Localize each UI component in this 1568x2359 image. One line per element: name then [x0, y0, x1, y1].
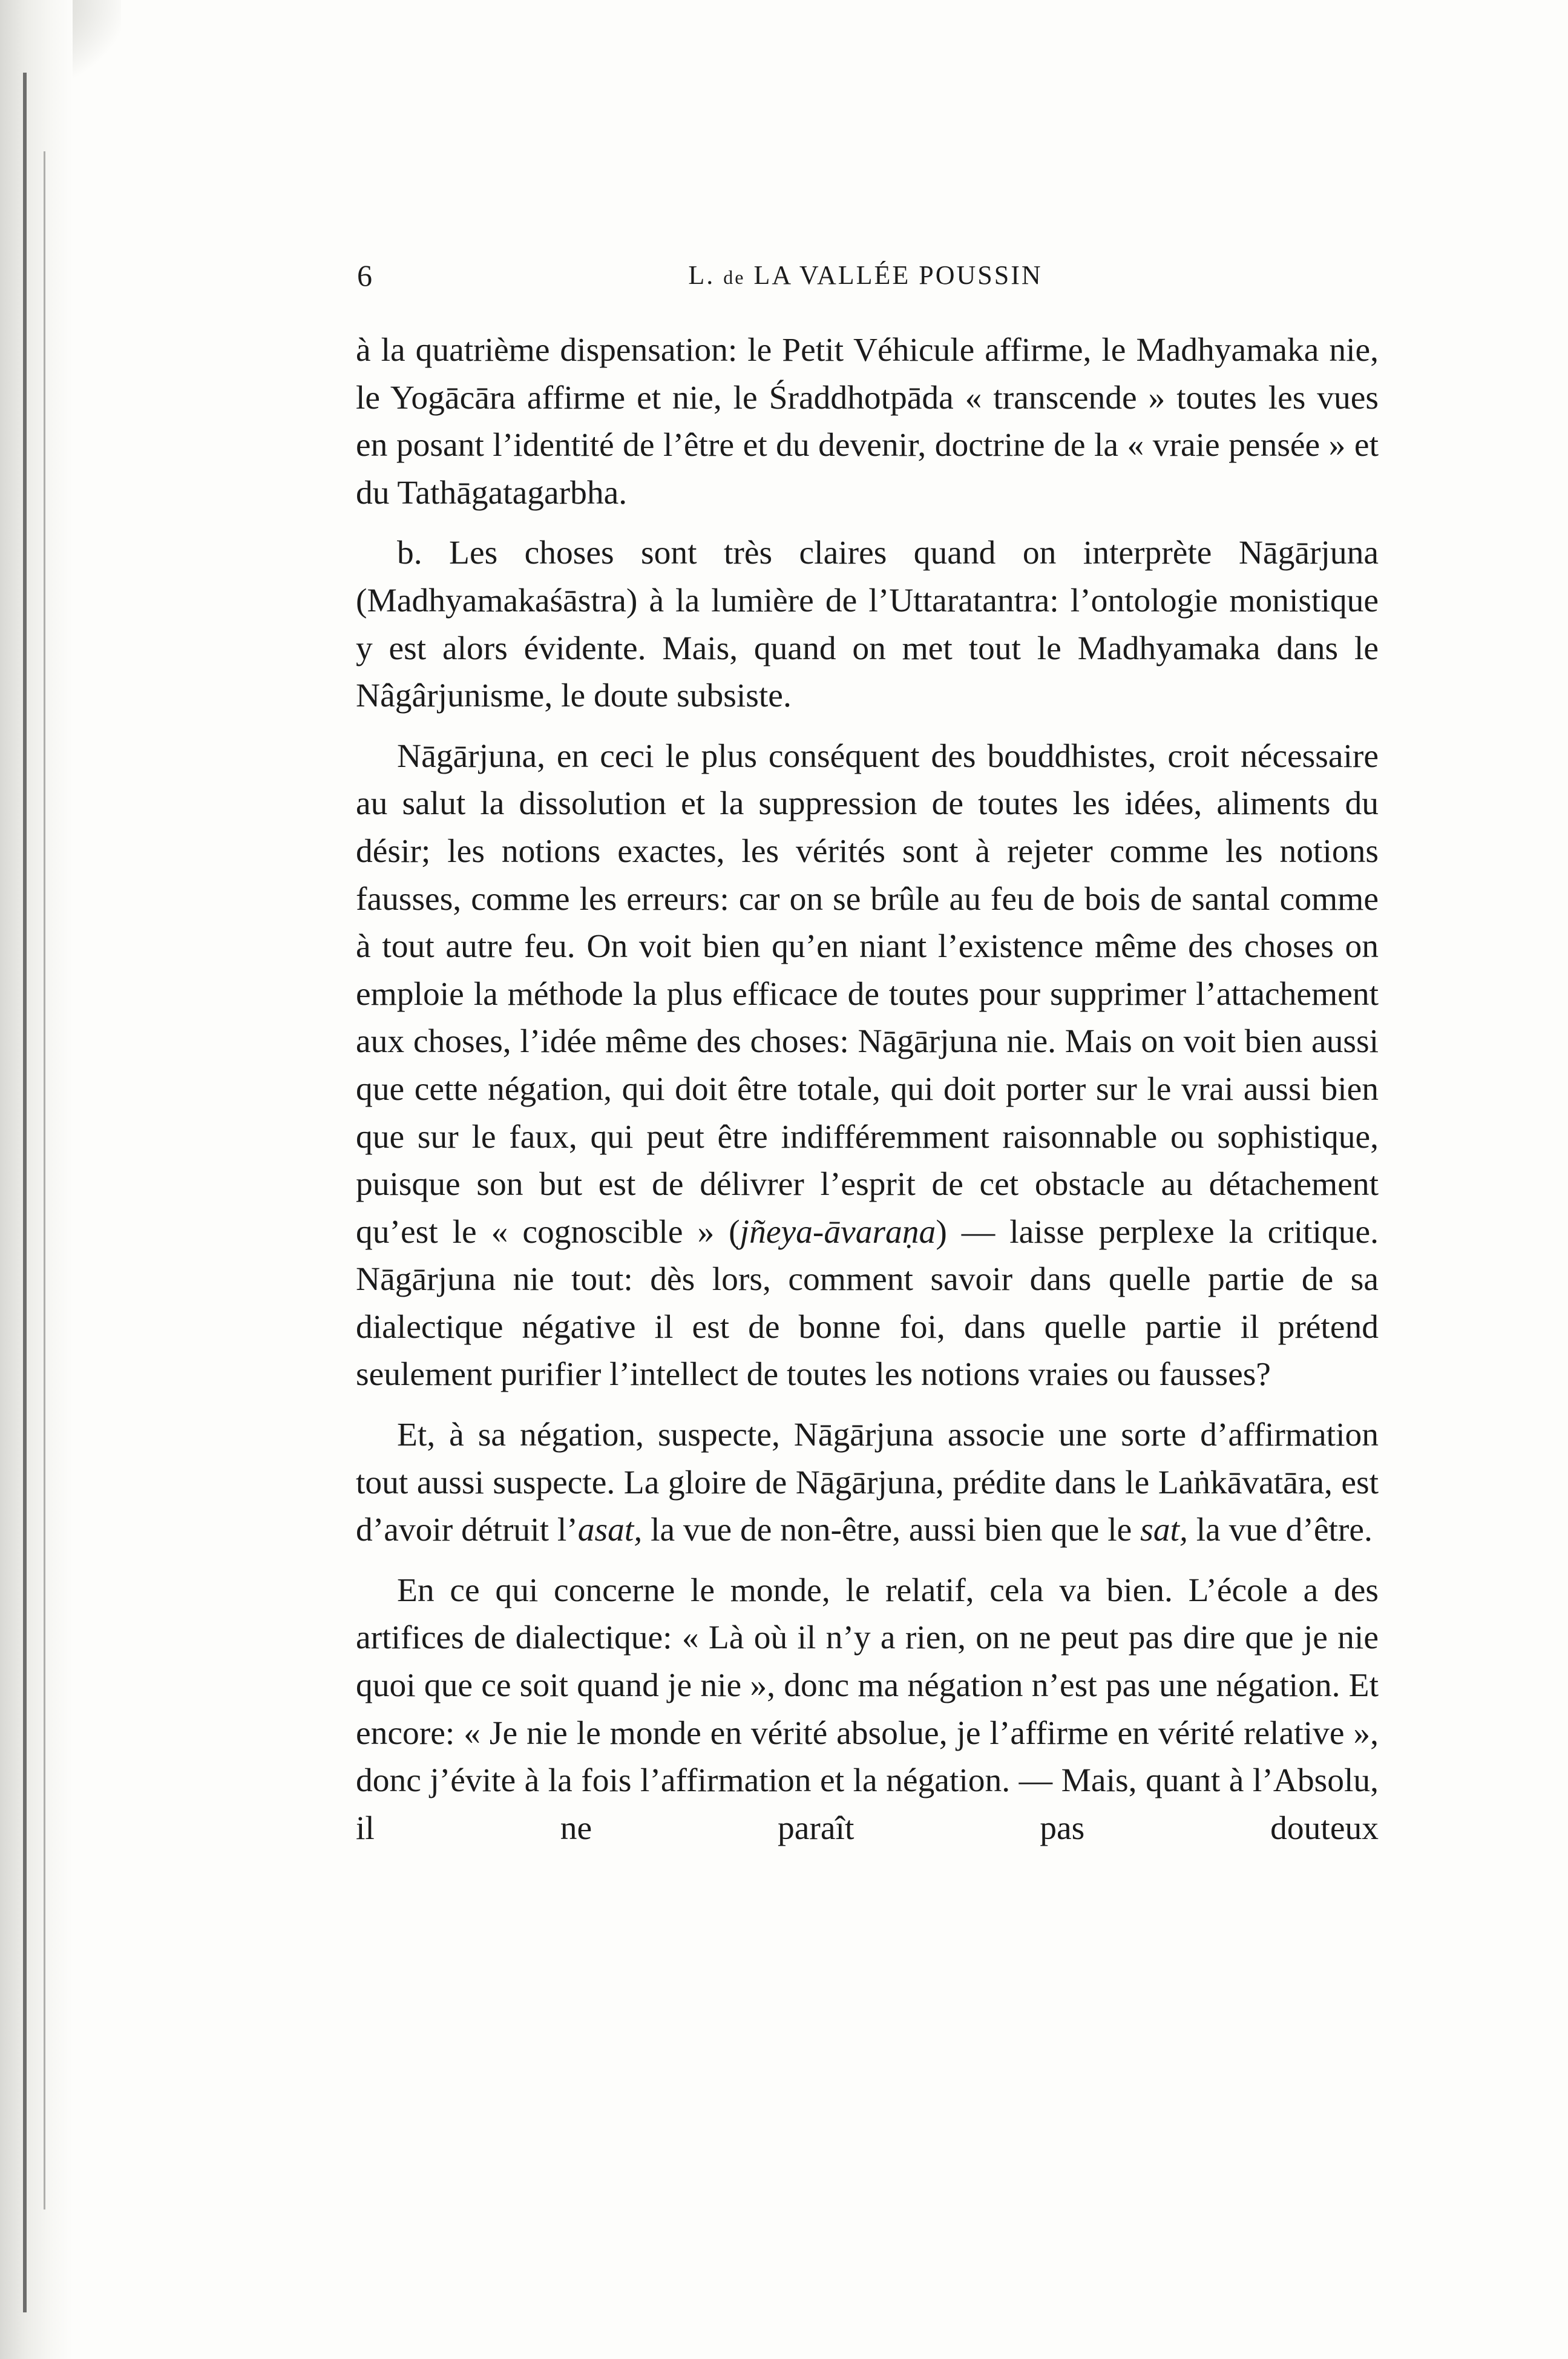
paragraph-4-text-b: la vue de non-être, aussi bien que le	[642, 1512, 1141, 1549]
page-number: 6	[357, 258, 372, 292]
running-title	[357, 254, 1374, 298]
paragraph-2: b. Les choses sont très claires quand on interprète Nāgārjuna (Madhyamakaśāstra) à la lumière de l’Uttaratantra: l’ontologie monistique y est alors évidente. Mais, quand on met tout le Madhyamaka dans le Nâgârjunisme, le doute subsiste.	[356, 535, 1379, 715]
scan-binding-line-faint	[44, 151, 45, 2209]
paragraph-5: En ce qui concerne le monde, le relatif, cela va bien. L’école a des artifices de dialectique: « Là où il n’y a rien, on ne peut pas dire que je nie quoi que ce soit quand je nie », donc ma négation n’est pas une négation. Et encore: « Je nie le monde en vérité absolue, je l’affirme en vérité relative », donc j’évite à la fois l’affirmation et la négation. — Mais, quant à l’Absolu, il ne paraît pas douteux	[356, 1571, 1379, 1847]
paragraph-3-text-a: Nāgārjuna, en ceci le plus conséquent des bouddhistes, croit nécessaire au salut la dissolution et la suppression de toutes les idées, aliments du désir; les notions exactes, les vérités sont à rejeter comme les notions fausses, comme les erreurs: car on se brûle au feu de bois de santal comme à tout autre feu. On voit bien qu’en niant l’existence même des choses on emploie la méthode la plus efficace de toutes pour supprimer l’attachement aux choses, l’idée même des choses: Nāgārjuna nie. Mais on voit bien aussi que cette négation, qui doit être totale, qui doit porter sur le vrai aussi bien que sur le faux, qui peut être indifféremment raisonnable ou sophistique, puisque son but est de délivrer l’esprit de cet obstacle au détachement qu’est le « cognoscible » (	[356, 737, 1379, 1251]
paragraph-4-term-sat: sat,	[1140, 1512, 1188, 1549]
author-particle: de	[723, 266, 746, 288]
author-surname: LA VALLÉE POUSSIN	[753, 260, 1043, 290]
running-header	[357, 254, 1374, 297]
paragraph-4-text-a: Et, à sa négation, suspecte, Nāgārjuna associe une sorte d’affirmation tout aussi suspecte. La gloire de Nāgārjuna, prédite dans le Laṅkāvatāra, est d’avoir détruit l’	[356, 1416, 1379, 1549]
paragraph-3-sanskrit-term: jñeya-āvaraṇa	[740, 1213, 936, 1251]
page-body	[356, 327, 1379, 1852]
paragraph-3	[356, 733, 1379, 1399]
scan-binding-edge	[0, 0, 73, 2359]
paragraph-4	[356, 1412, 1379, 1555]
paragraph-1: à la quatrième dispensation: le Petit Véhicule affirme, le Madhyamaka nie, le Yogācāra affirme et nie, le Śraddhotpāda « transcende » toutes les vues en posant l’identité de l’être et du devenir, doctrine de la « vraie pensée » et du Tathāgatagarbha.	[356, 332, 1379, 512]
paragraph-4-term-asat: asat,	[577, 1512, 643, 1549]
scan-binding-line	[23, 73, 27, 2312]
paragraph-4-text-c: la vue d’être.	[1187, 1512, 1373, 1549]
paragraph-3-text-b: ) — laisse perplexe la critique. Nāgārjuna nie tout: dès lors, comment savoir dans quelle partie de sa dialectique négative il est de bonne foi, dans quelle partie il prétend seulement purifier l’intellect de toutes les notions vraies ou fausses?	[356, 1213, 1379, 1393]
author-initial: L.	[688, 260, 715, 290]
